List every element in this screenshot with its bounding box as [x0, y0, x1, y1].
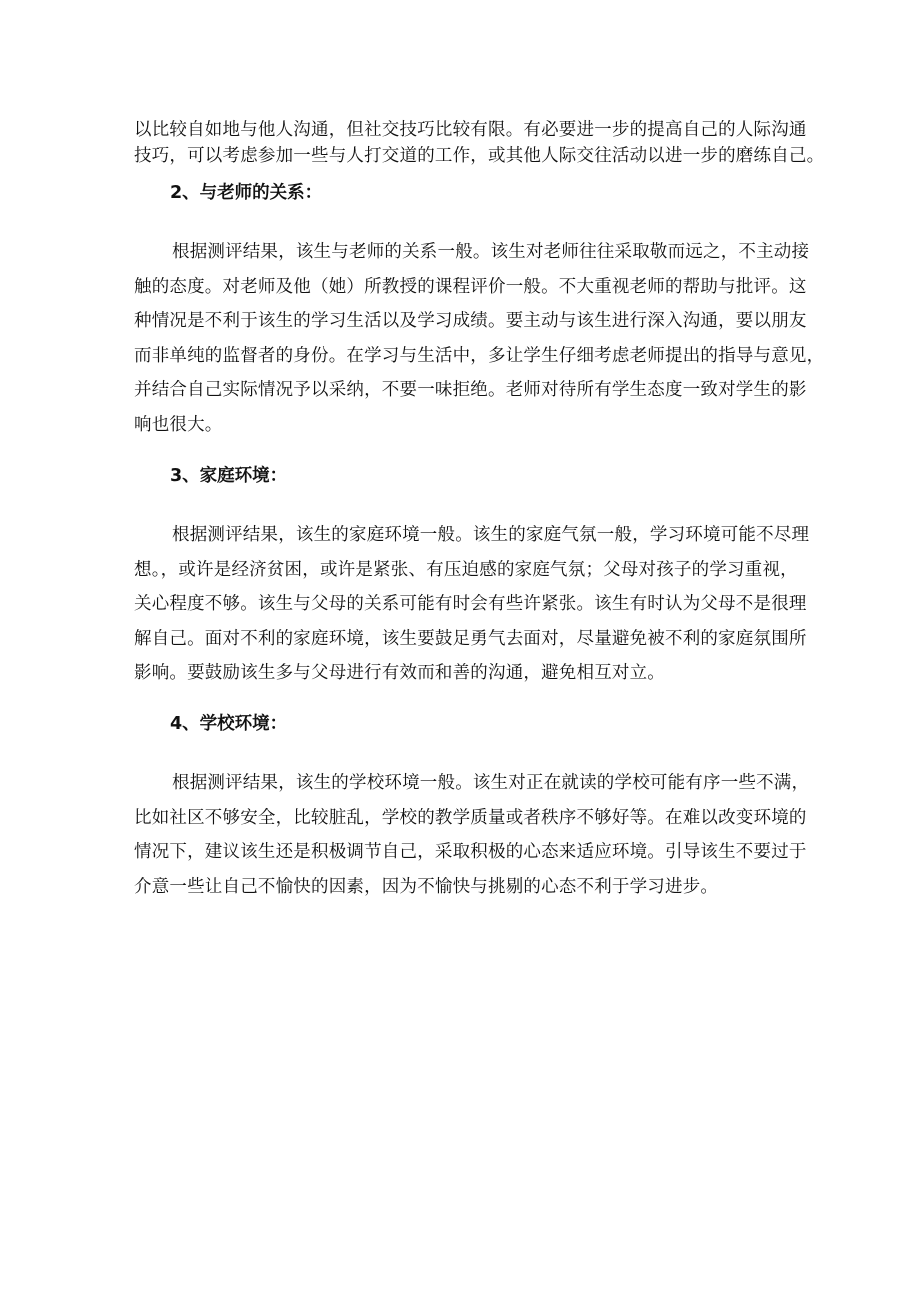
- section-school-line-2: 比如社区不够安全，比较脏乱，学校的教学质量或者秩序不够好等。在难以改变环境的: [134, 808, 807, 828]
- section-teacher-line-2: 触的态度。对老师及他（她）所教授的课程评价一般。不大重视老师的帮助与批评。这: [134, 277, 807, 297]
- section-family-line-3: 关心程度不够。该生与父母的关系可能有时会有些许紧张。该生有时认为父母不是很理: [134, 594, 807, 614]
- section-school-line-3: 情况下，建议该生还是积极调节自己，采取积极的心态来适应环境。引导该生不要过于: [134, 842, 807, 862]
- section-teacher-line-1: 根据测评结果，该生与老师的关系一般。该生对老师往往采取敬而远之，不主动接: [172, 242, 810, 262]
- intro-line-2: 技巧，可以考虑参加一些与人打交道的工作，或其他人际交往活动以进一步的磨练自己。: [134, 146, 825, 166]
- section-teacher-line-5: 并结合自己实际情况予以采纳，不要一味拒绝。老师对待所有学生态度一致对学生的影: [134, 380, 807, 400]
- section-heading-family: 3、家庭环境：: [170, 466, 288, 486]
- section-heading-school: 4、学校环境：: [170, 714, 288, 734]
- section-school-line-4: 介意一些让自己不愉快的因素，因为不愉快与挑剔的心态不利于学习进步。: [134, 877, 719, 897]
- section-teacher-line-3: 种情况是不利于该生的学习生活以及学习成绩。要主动与该生进行深入沟通，要以朋友: [134, 311, 807, 331]
- intro-line-1: 以比较自如地与他人沟通，但社交技巧比较有限。有必要进一步的提高自己的人际沟通: [134, 120, 807, 140]
- section-heading-teacher: 2、与老师的关系：: [170, 183, 323, 203]
- section-family-line-5: 影响。要鼓励该生多与父母进行有效而和善的沟通，避免相互对立。: [134, 663, 665, 683]
- section-teacher-line-6: 响也很大。: [134, 415, 223, 435]
- section-family-line-4: 解自己。面对不利的家庭环境，该生要鼓足勇气去面对，尽量避免被不利的家庭氛围所: [134, 629, 807, 649]
- section-school-line-1: 根据测评结果，该生的学校环境一般。该生对正在就读的学校可能有序一些不满，: [172, 773, 810, 793]
- section-family-line-1: 根据测评结果，该生的家庭环境一般。该生的家庭气氛一般，学习环境可能不尽理: [172, 525, 810, 545]
- section-family-line-2: 想。，或许是经济贫困，或许是紧张、有压迫感的家庭气氛；父母对孩子的学习重视，: [134, 560, 798, 580]
- section-teacher-line-4: 而非单纯的监督者的身份。在学习与生活中，多让学生仔细考虑老师提出的指导与意见，: [134, 346, 825, 366]
